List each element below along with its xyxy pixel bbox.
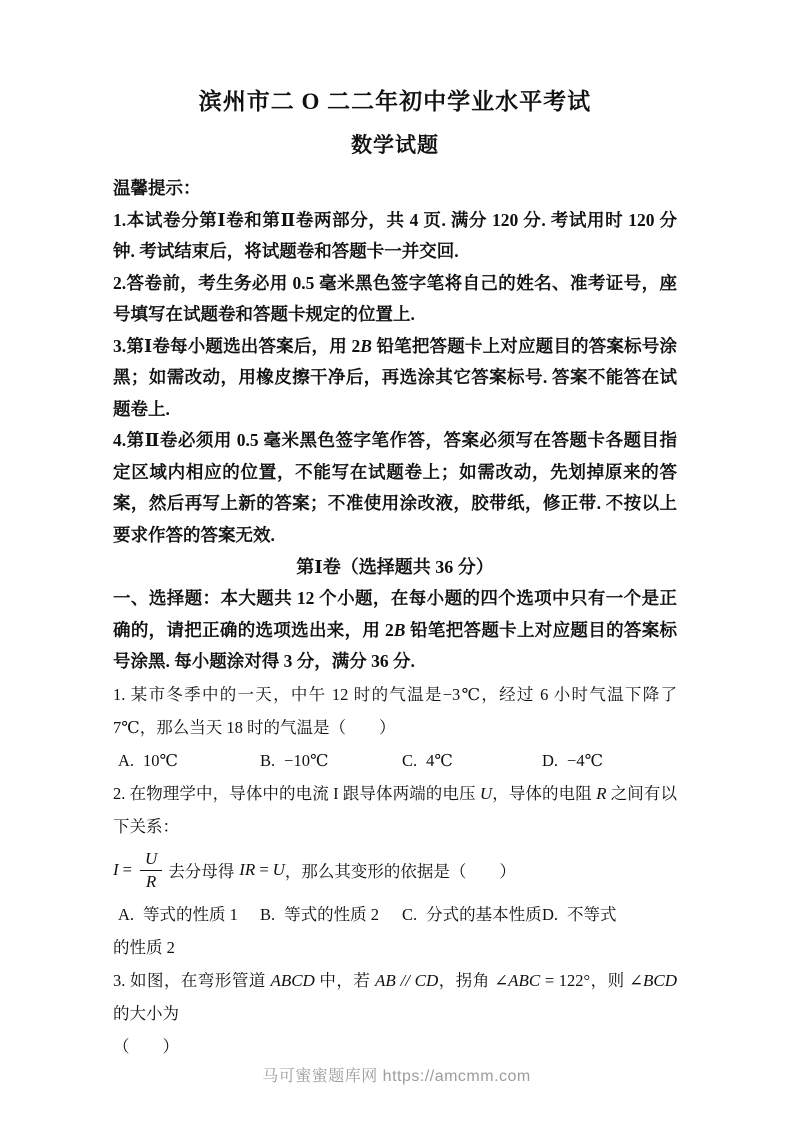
angle-symbol: ∠ [629,971,643,991]
option-d [542,744,677,777]
section-intro-text-cont: 铅笔把答题卡上对应题目的答案标号涂黑. 每小题涂对得 3 分，满分 36 分. [113,619,678,672]
section-1-heading: 第Ⅰ卷（选择题共 36 分） [296,557,494,577]
footer-watermark [0,1063,793,1086]
option-d-text: 不等式 [567,905,617,925]
notice-heading: 温馨提示： [113,178,201,198]
notice-item-3 [113,331,677,426]
section-intro-text: 一、选择题：本大题共 12 个小题，在每小题的四个选项中只有一个是正确的，请把正确的选项选出来，用 2 [113,588,677,640]
option-a-text: 等式的性质 1 [143,905,238,925]
option-a-text: 10℃ [143,751,179,771]
option-a-label: A. [118,905,135,925]
pipe-label: ABCD [270,971,315,991]
option-a [118,744,260,777]
question-2 [113,777,677,964]
question-3-text-d: = 122°，则 [540,971,630,991]
option-c-label: C. [402,905,418,925]
angle-abc: ABC [508,971,541,991]
option-d-text: −4℃ [567,751,604,771]
fraction-u-over-r [140,849,162,892]
question-2-stem-text: 2. 在物理学中，导体中的电流 I 跟导体两端的电压 [113,784,480,804]
notice-item-1: 1.本试卷分第Ⅰ卷和第Ⅱ卷两部分，共 4 页. 满分 120 分. 考试用时 120 分钟. 考试结束后，将试题卷和答题卡一并交回. [113,209,677,261]
question-2-options [113,898,677,931]
question-1-options [113,744,677,777]
option-d-overflow: 的性质 2 [113,938,175,958]
option-b-label: B. [260,905,276,925]
question-1-text: 1. 某市冬季中的一天，中午 12 时的气温是−3℃，经过 6 小时气温下降了 7℃，那么当天 18 时的气温是（ ） [113,685,677,738]
voltage-variable: U [479,784,493,804]
angle-symbol: ∠ [494,971,509,991]
option-c-text: 分式的基本性质 [426,905,542,925]
option-a [118,898,260,931]
question-3-text-a: 3. 如图，在弯形管道 [113,971,271,991]
question-3-text-b: 中，若 [314,971,375,991]
page-subtitle: 数学试题 [351,133,439,157]
option-b [260,744,402,777]
current-variable: I [113,860,119,880]
question-3-text-e: 的大小为 [113,1004,179,1024]
page-title: 滨州市二 O 二二年初中学业水平考试 [198,89,592,114]
pencil-grade-italic: B [360,335,372,356]
parallel-segments: AB // CD [374,971,439,991]
option-b-text: 等式的性质 2 [284,905,380,925]
option-d [542,898,677,931]
question-3 [113,964,677,1063]
notice-item-2: 2.答卷前，考生务必用 0.5 毫米黑色签字笔将自己的姓名、准考证号，座号填写在试题卷和答题卡规定的位置上. [113,272,677,324]
question-1 [113,678,677,777]
notice-item-3-text: 3.第Ⅰ卷每小题选出答案后，用 2 [113,335,361,356]
pencil-grade-italic: B [393,619,406,640]
footer-watermark-text: 马可蜜蜜题库网 https://amcmm.com [262,1068,531,1085]
question-3-text [113,964,677,1030]
option-b-label: B. [260,751,276,771]
fraction-numerator: U [140,849,162,871]
section-1-intro [113,583,677,678]
fraction-denominator: R [145,871,157,891]
option-d-label: D. [542,751,559,771]
option-b-text: −10℃ [284,751,329,771]
equals-sign: = [122,860,132,880]
option-c [402,744,542,777]
notice-section [113,173,677,551]
question-3-text-c: ，拐角 [438,971,495,991]
question-2-formula [113,846,677,894]
option-a-label: A. [118,751,135,771]
question-2-stem-text-c: 之间有以下关系： [113,784,678,837]
option-c [402,898,542,931]
question-2-stem [113,777,677,843]
question-3-answer-brackets: （ ） [113,1037,179,1057]
notice-item-4: 4.第Ⅱ卷必须用 0.5 毫米黑色签字笔作答，答案必须写在答题卡各题目指定区域内相应的位置，不能写在试题卷上；如需改动，先划掉原来的答案，然后再写上新的答案；不准使用涂改液，胶带纸，修正带. 不按以上要求作答的答案无效. [113,430,677,545]
question-2-stem-text-b: ，导体的电阻 [492,784,597,804]
option-c-label: C. [402,751,418,771]
equals-sign: = [259,860,269,880]
resistance-variable: R [596,784,607,804]
option-b [260,898,402,931]
option-d-label: D. [542,905,559,925]
formula-mid-text: 去分母得 [168,862,235,882]
formula-tail-text: ，那么其变形的依据是（ ） [284,862,516,882]
angle-bcd: BCD [643,971,677,991]
notice-item-3-text-cont: 铅笔把答题卡上对应题目的答案标号涂黑；如需改动，用橡皮擦干净后，再选涂其它答案标号. 答案不能答在试题卷上. [113,335,677,419]
ir-product: IR [239,860,256,880]
voltage-variable: U [272,860,285,880]
option-c-text: 4℃ [426,751,453,771]
